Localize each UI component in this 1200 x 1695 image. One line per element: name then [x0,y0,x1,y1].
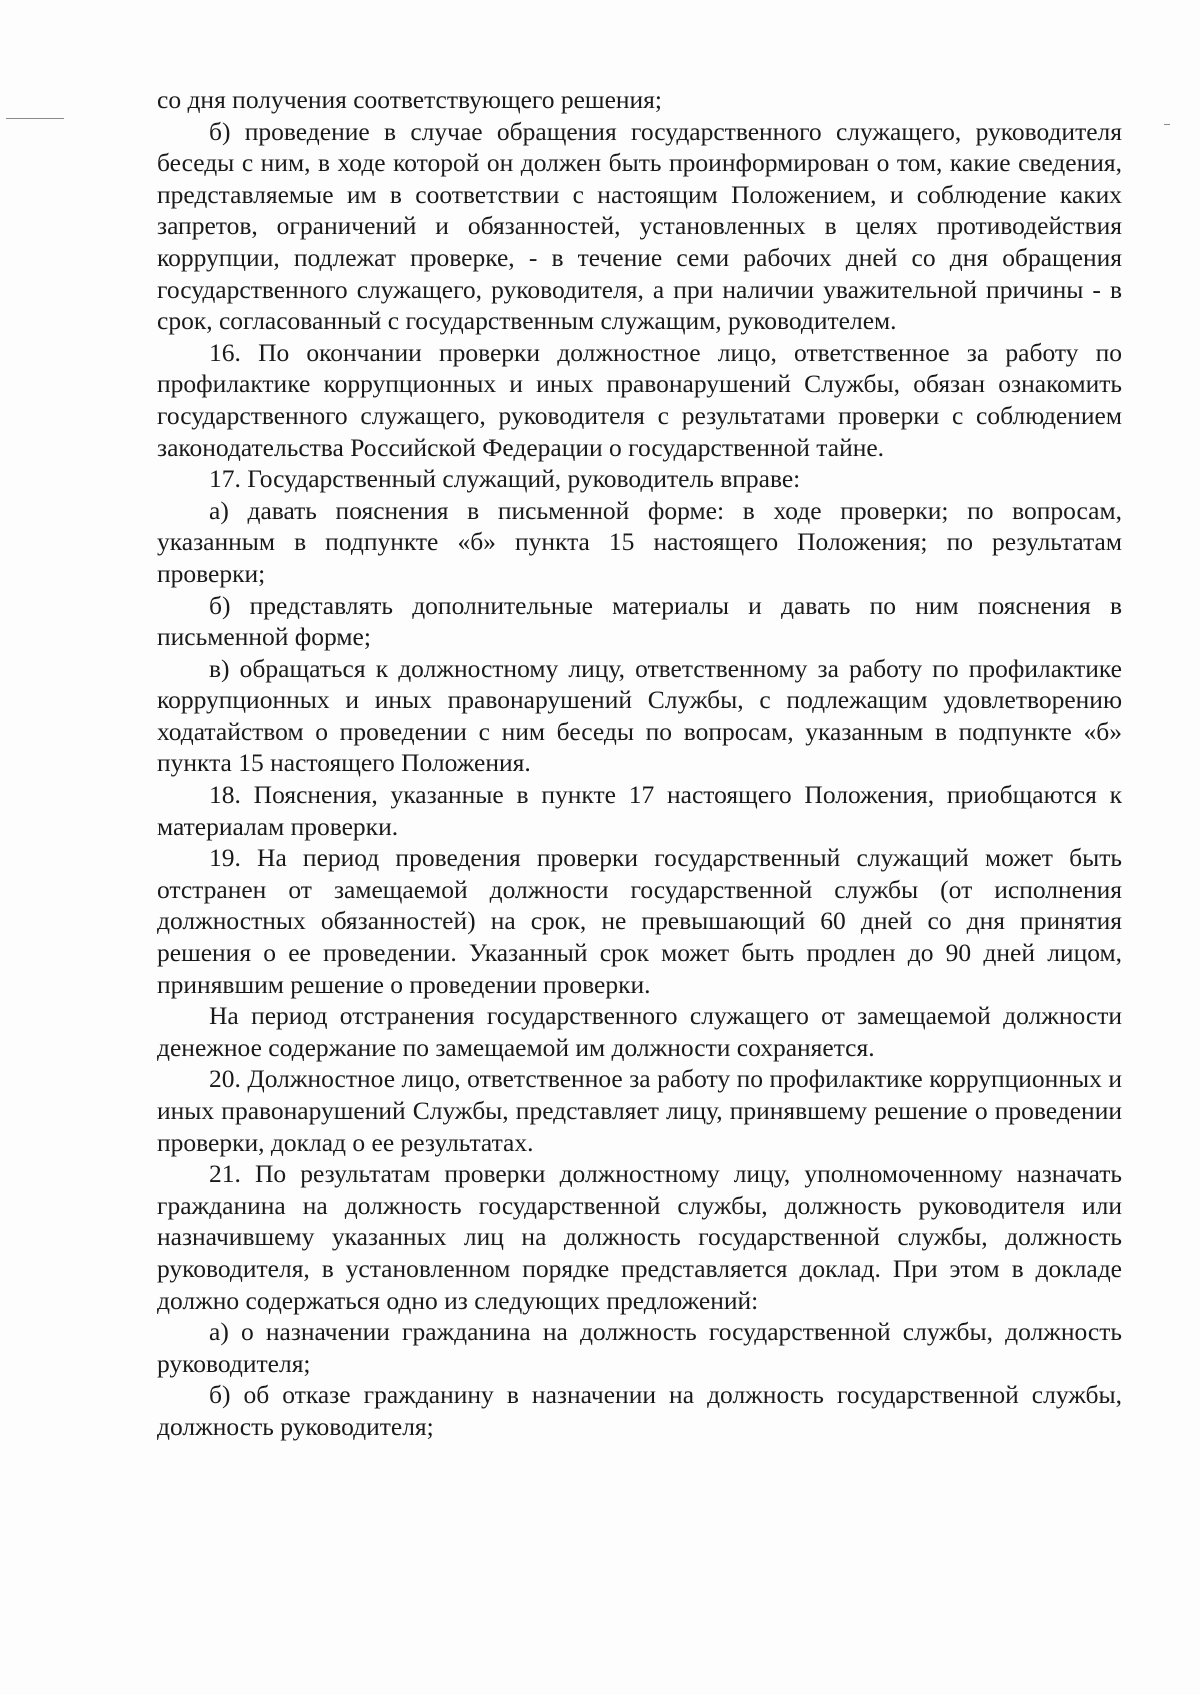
paragraph-19: 19. На период проведения проверки государственный служащий может быть отстранен от замещаемой должности государственной службы (от исполнения должностных обязанностей) на срок, не превышающий 60 дней со дня принятия решения о ее проведении. Указанный срок может быть продлен до 90 дней лицом, принявшим решение о проведении проверки. [157,843,1122,999]
paragraph-21: 21. По результатам проверки должностному лицу, уполномоченному назначать гражданина на должность государственной службы, должность руководителя или назначившему указанных лиц на должность государственной службы, должность руководителя, в установленном порядке представляется доклад. При этом в докладе должно содержаться одно из следующих предложений: [157,1159,1122,1315]
paragraph-21a: а) о назначении гражданина на должность государственной службы, должность руководителя; [157,1317,1122,1378]
paragraph-continuation: со дня получения соответствующего решения; [157,85,662,114]
paragraph-17b: б) представлять дополнительные материалы и давать по ним пояснения в письменной форме; [157,590,1122,652]
paragraph-21b: б) об отказе гражданину в назначении на должность государственной службы, должность руководителя; [157,1380,1122,1441]
paragraph-15b: б) проведение в случае обращения государственного служащего, руководителя беседы с ним, в ходе которой он должен быть проинформирован о том, какие сведения, представляемые им в соответствии с настоящим Положением, и соблюдение каких запретов, ограничений и обязанностей, установленных в целях противодействия коррупции, подлежат проверке, - в течение семи рабочих дней со дня обращения государственного служащего, руководителя, а при наличии уважительной причины - в срок, согласованный с государственным служащим, руководителем. [157,116,1122,336]
paragraph-17a: а) давать пояснения в письменной форме: в ходе проверки; по вопросам, указанным в подпункте «б» пункта 15 настоящего Положения; по результатам проверки; [157,495,1122,588]
paragraph-18: 18. Пояснения, указанные в пункте 17 настоящего Положения, приобщаются к материалам проверки. [157,780,1122,841]
scan-mark-right [1164,124,1170,125]
paragraph-17v: в) обращаться к должностному лицу, ответственному за работу по профилактике коррупционных и иных правонарушений Службы, с подлежащим удовлетворению ходатайством о проведении с ним беседы по вопросам, указанным в подпункте «б» пункта 15 настоящего Положения. [157,653,1122,778]
scan-mark-left [6,118,64,119]
paragraph-20: 20. Должностное лицо, ответственное за работу по профилактике коррупционных и иных правонарушений Службы, представляет лицу, принявшему решение о проведении проверки, доклад о ее результатах. [157,1064,1122,1157]
document-body [157,84,1122,1443]
paragraph-17: 17. Государственный служащий, руководитель вправе: [209,464,801,494]
paragraph-19-cont: На период отстранения государственного служащего от замещаемой должности денежное содержание по замещаемой им должности сохраняется. [157,1001,1122,1062]
paragraph-16: 16. По окончании проверки должностное лицо, ответственное за работу по профилактике коррупционных и иных правонарушений Службы, обязан ознакомить государственного служащего, руководителя с результатами проверки с соблюдением законодательства Российской Федерации о государственной тайне. [157,337,1122,462]
